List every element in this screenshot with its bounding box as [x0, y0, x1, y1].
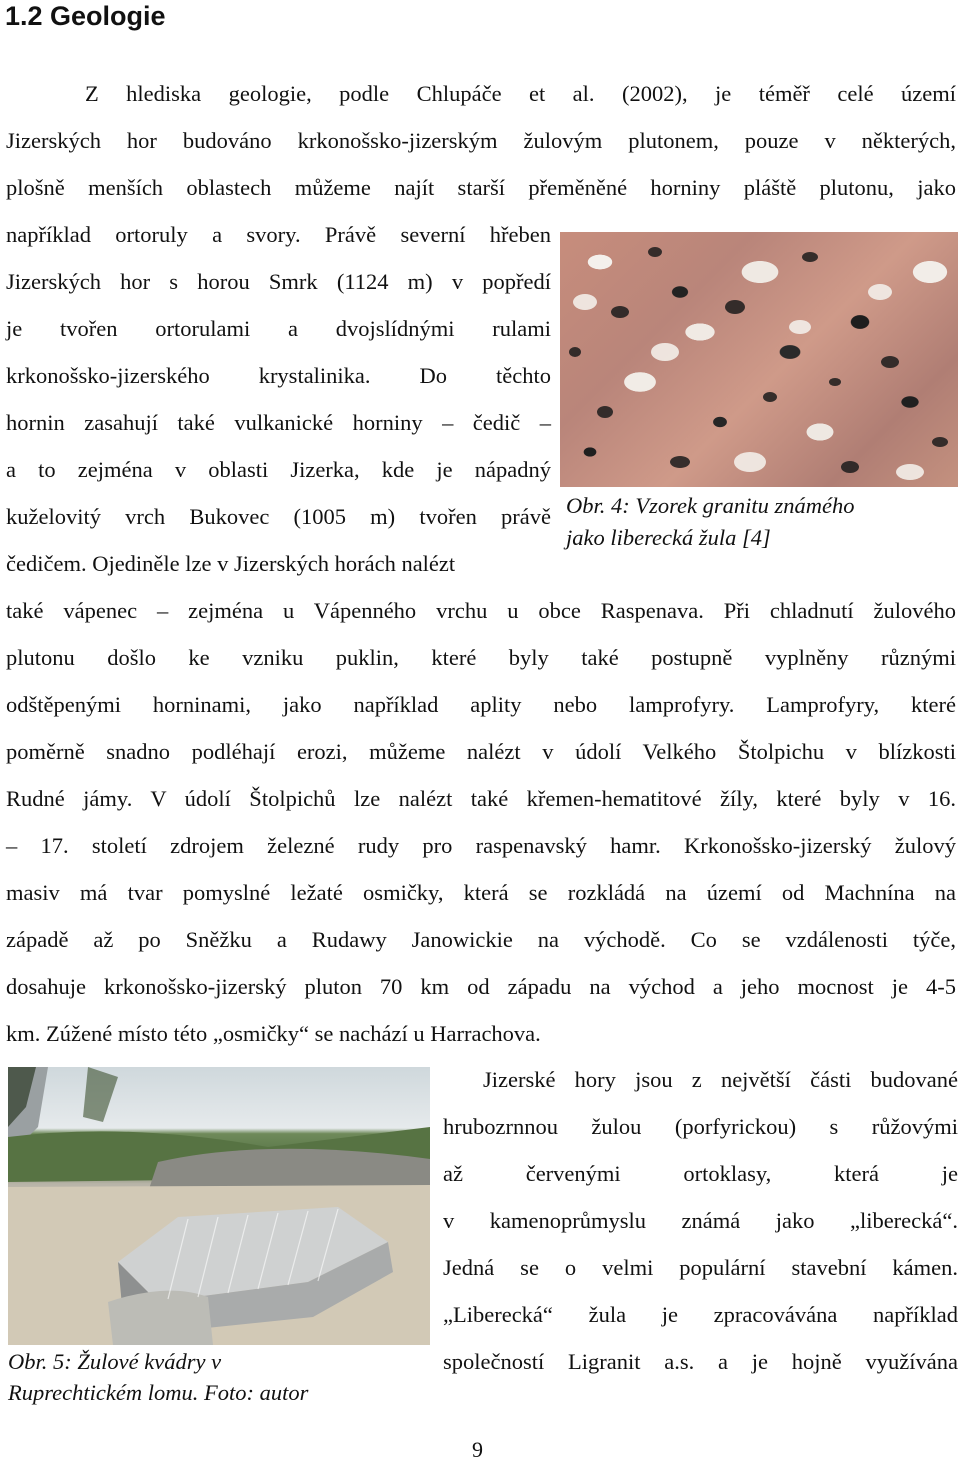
text-line: poměrně snadno podléhají erozi, můžeme nalézt v údolí Velkého Štolpichu v blízkosti: [6, 739, 956, 764]
text-line: je tvořen ortorulami a dvojslídnými rulami: [6, 316, 551, 341]
text-line: krkonošsko-jizerského krystalinika. Do těchto: [6, 363, 551, 388]
text-line: Jizerské hory jsou z největší části budované: [483, 1067, 958, 1092]
text-line: kuželovitý vrch Bukovec (1005 m) tvořen právě: [6, 504, 551, 529]
page-number: 9: [472, 1437, 483, 1462]
text-line: hornin zasahují také vulkanické horniny – čedič –: [6, 410, 551, 435]
text-line: Jedná se o velmi populární stavební kámen.: [443, 1255, 958, 1280]
figure-5-caption-line1: Obr. 5: Žulové kvádry v: [8, 1349, 222, 1374]
text-line: také vápenec – zejména u Vápenného vrchu u obce Raspenava. Při chladnutí žulového: [6, 598, 956, 623]
figure-4-caption-line1: Obr. 4: Vzorek granitu známého: [566, 493, 855, 518]
text-line: a to zejména v oblasti Jizerka, kde je nápadný: [6, 457, 551, 482]
text-line: plutonu došlo ke vzniku puklin, které byly také postupně vyplněny různými: [6, 645, 956, 670]
text-line: odštěpenými horninami, jako například aplity nebo lamprofyry. Lamprofyry, které: [6, 692, 956, 717]
granite-sample-photo: [560, 232, 958, 487]
section-heading: 1.2 Geologie: [5, 1, 166, 31]
quarry-granite-blocks-photo: [8, 1067, 430, 1345]
text-line: například ortoruly a svory. Právě severní hřeben: [6, 222, 551, 247]
text-line: „Liberecká“ žula je zpracovávána například: [443, 1302, 958, 1327]
figure-5-caption-line2: Ruprechtickém lomu. Foto: autor: [8, 1380, 309, 1405]
text-line: západě až po Sněžku a Rudawy Janowickie na východě. Co se vzdálenosti týče,: [6, 927, 956, 952]
text-line: Jizerských hor s horou Smrk (1124 m) v popředí: [6, 269, 551, 294]
text-line: hrubozrnnou žulou (porfyrickou) s růžovými: [443, 1114, 958, 1139]
text-line: Rudné jámy. V údolí Štolpichů lze nalézt také křemen-hematitové žíly, které byly v 16.: [6, 786, 956, 811]
text-line: čedičem. Ojediněle lze v Jizerských horách nalézt: [6, 551, 456, 576]
text-line: – 17. století zdrojem železné rudy pro raspenavský hamr. Krkonošsko-jizerský žulový: [6, 833, 956, 858]
text-line: plošně menších oblastech můžeme najít starší přeměněné horniny pláště plutonu, jako: [6, 175, 956, 200]
text-line: masiv má tvar pomyslné ležaté osmičky, která se rozkládá na území od Machnína na: [6, 880, 956, 905]
text-line: až červenými ortoklasy, která je: [443, 1161, 958, 1186]
figure-4-caption-line2: jako liberecká žula [4]: [566, 525, 771, 550]
text-line: Z hlediska geologie, podle Chlupáče et al. (2002), je téměř celé území: [85, 81, 956, 106]
text-line: km. Zúžené místo této „osmičky“ se nachází u Harrachova.: [6, 1021, 541, 1046]
text-line: v kamenoprůmyslu známá jako „liberecká“.: [443, 1208, 958, 1233]
text-line: dosahuje krkonošsko-jizerský pluton 70 km od západu na východ a jeho mocnost je 4-5: [6, 974, 956, 999]
text-line: Jizerských hor budováno krkonošsko-jizerským žulovým plutonem, pouze v některých,: [6, 128, 956, 153]
text-line: společností Ligranit a.s. a je hojně využívána: [443, 1349, 958, 1374]
